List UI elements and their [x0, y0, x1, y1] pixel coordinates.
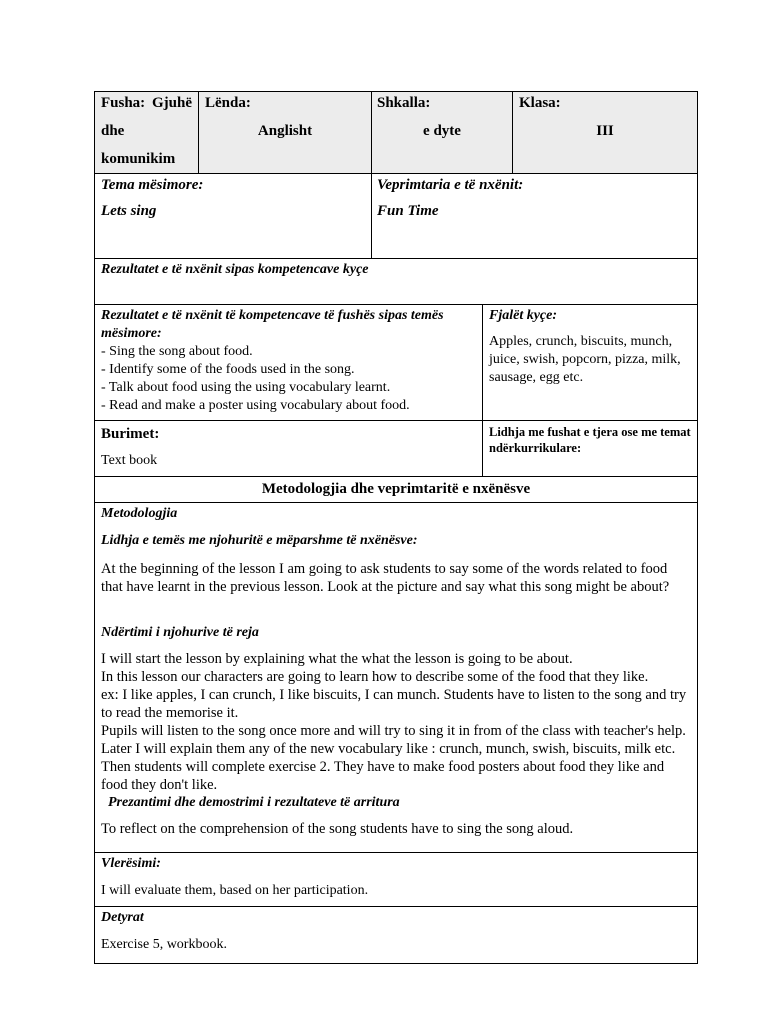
rezultatet-fushes-row: [94, 304, 698, 420]
lenda-value: Anglisht: [257, 123, 313, 139]
detyrat-row: [94, 906, 698, 964]
lenda-cell: [198, 92, 371, 173]
prezantimi-text: To reflect on the comprehension of the song students have to sing the song aloud.: [101, 821, 574, 837]
ndertimi-line-3: ex: I like apples, I can crunch, I like biscuits, I can munch. Students have to listen to the song and try to read the memorise it.: [101, 687, 687, 721]
detyrat-cell: [95, 907, 697, 963]
lesson-plan-table: [94, 91, 698, 964]
klasa-cell: [512, 92, 697, 173]
metodologjia-title: Metodologjia dhe veprimtaritë e nxënësve: [261, 481, 531, 497]
lidhja-text: At the beginning of the lesson I am going to ask students to say some of the words related to food that have learnt in the previous lesson. Look at the picture and say what this song might be about?: [101, 561, 670, 595]
fjalet-kyce-value: Apples, crunch, biscuits, munch, juice, swish, popcorn, pizza, milk, sausage, egg etc.: [489, 334, 681, 385]
shkalla-value: e dyte: [423, 123, 461, 139]
klasa-value: III: [596, 123, 614, 139]
fusha-cell: [95, 92, 198, 173]
veprimtaria-cell: [371, 174, 697, 258]
ndertimi-line-1: I will start the lesson by explaining what the what the lesson is going to be about.: [101, 651, 573, 667]
veprimtaria-value: Fun Time: [377, 203, 439, 219]
ndertimi-label: Ndërtimi i njohurive të reja: [101, 625, 259, 640]
rezultatet-item-4: - Read and make a poster using vocabulary about food.: [101, 398, 410, 413]
burimet-value: Text book: [101, 453, 158, 468]
fjalet-kyce-cell: [482, 305, 697, 420]
burimet-cell: [95, 421, 482, 476]
lidhja-fushat-label: Lidhja me fushat e tjera ose me temat ndërkurrikulare:: [489, 425, 691, 455]
detyrat-value: Exercise 5, workbook.: [101, 937, 227, 952]
rezultatet-fushes-label: Rezultatet e të nxënit të kompetencave të fushës sipas temës mësimore:: [101, 308, 444, 341]
vleresimi-label: Vlerësimi:: [101, 856, 161, 871]
vleresimi-cell: [95, 853, 697, 906]
fusha-value-1: Gjuhë: [151, 95, 192, 111]
burimet-label: Burimet:: [101, 426, 160, 442]
veprimtaria-label: Veprimtaria e të nxënit:: [377, 177, 524, 193]
rezultatet-item-1: - Sing the song about food.: [101, 344, 253, 359]
rezultatet-fushes-cell: [95, 305, 482, 420]
tema-label: Tema mësimore:: [101, 177, 204, 193]
rezultatet-item-2: - Identify some of the foods used in the song.: [101, 362, 355, 377]
topic-row: [94, 173, 698, 258]
tema-cell: [95, 174, 371, 258]
shkalla-label: Shkalla:: [377, 95, 431, 111]
metodologjia-label: Metodologjia: [101, 506, 178, 521]
rezultatet-kyce-row: [94, 258, 698, 304]
header-row: [94, 91, 698, 173]
rezultatet-kyce-cell: [95, 259, 697, 304]
ndertimi-line-4: Pupils will listen to the song once more and will try to sing it in from of the class with teacher's help. Later I will explain them any of the new vocabulary like : crunch, munch, swish, biscuits, milk etc. Then students will complete exercise 2. They have to make food posters about food they like and food they don't like.: [101, 723, 686, 793]
vleresimi-value: I will evaluate them, based on her participation.: [101, 883, 369, 898]
burimet-row: [94, 420, 698, 476]
lenda-label: Lënda:: [205, 95, 251, 111]
rezultatet-item-3: - Talk about food using the using vocabulary learnt.: [101, 380, 391, 395]
shkalla-cell: [371, 92, 512, 173]
klasa-label: Klasa:: [519, 95, 561, 111]
lidhja-fushat-cell: [482, 421, 697, 476]
fusha-value-3: komunikim: [101, 151, 176, 167]
detyrat-label: Detyrat: [101, 910, 144, 925]
vleresimi-row: [94, 852, 698, 906]
ndertimi-line-2: In this lesson our characters are going to learn how to describe some of the food that they like.: [101, 669, 649, 685]
fusha-label: Fusha:: [101, 95, 146, 111]
metodologjia-row: [94, 502, 698, 852]
lidhja-label: Lidhja e temës me njohuritë e mëparshme të nxënësve:: [101, 533, 418, 548]
fusha-value-2: dhe: [101, 123, 125, 139]
fjalet-kyce-label: Fjalët kyçe:: [489, 308, 558, 323]
prezantimi-label: Prezantimi dhe demostrimi i rezultateve të arritura: [108, 795, 400, 810]
metodologjia-cell: [95, 503, 697, 852]
tema-value: Lets sing: [101, 203, 157, 219]
rezultatet-kyce-label: Rezultatet e të nxënit sipas kompetencave kyçe: [101, 262, 369, 277]
metodologjia-title-row: [94, 476, 698, 502]
